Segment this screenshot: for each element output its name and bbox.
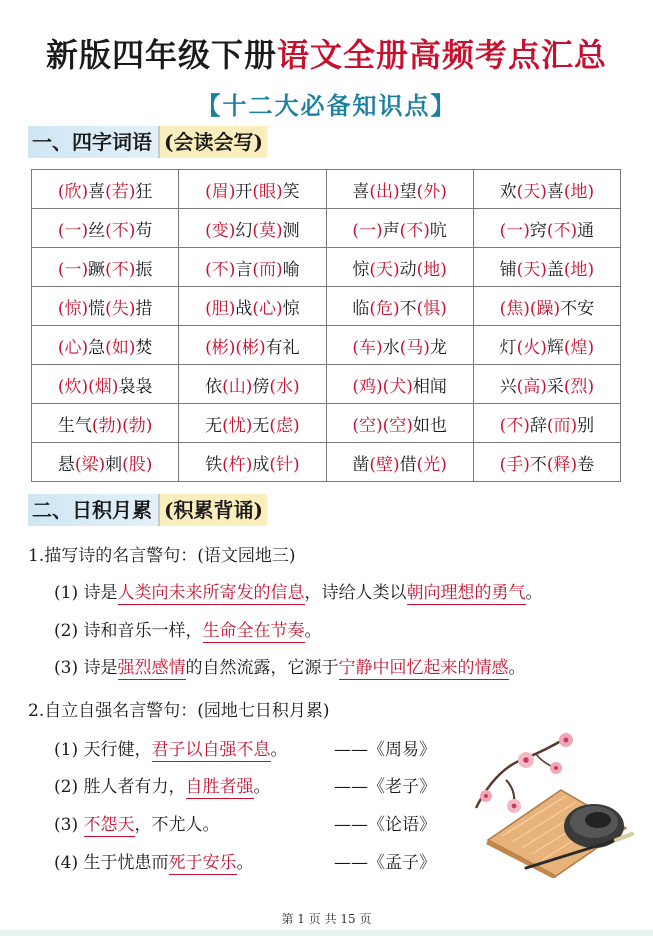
idiom-char: 焚 [135,337,153,358]
section-1-tag: (会读会写) [158,126,267,158]
blank-answer: (一) [57,259,89,280]
blank-answer: (梁) [74,454,106,475]
blank-answer: (烈) [563,376,595,397]
idiom-cell [326,365,473,404]
page-title [0,30,653,76]
idiom-char: 有礼 [265,337,300,358]
underlined-phrase: 朝向理想的勇气 [406,583,526,603]
idiom-char: 铺 [499,259,517,280]
idiom-char: 不 [399,298,417,319]
blank-answer: (不) [546,220,578,241]
idiom-row [32,326,621,365]
section-1-title: 一、四字词语 [28,126,158,158]
line-text: 。 [304,621,322,641]
idiom-char: 依 [205,376,223,397]
idiom-char: 望 [399,181,417,202]
blank-answer: (忧) [222,415,253,436]
idiom-char: 言 [235,259,253,280]
idiom-cell [473,365,620,404]
line-number: (3) [54,658,79,678]
line-text: 。 [508,658,526,678]
blank-answer: (不) [399,220,430,241]
line-number: (4) [54,853,79,873]
blank-answer: (空) [352,415,383,436]
blank-answer: (彬) [235,337,266,358]
idiom-cell [179,209,326,248]
blank-answer: (烟) [88,376,119,397]
underlined-phrase: 强烈感情 [117,658,186,678]
poetry-line-2 [54,616,322,641]
blank-answer: (惧) [416,298,447,319]
idiom-char: 卷 [577,454,595,475]
page-subtitle: 【十二大必备知识点】 [196,91,457,120]
idiom-cell [326,287,473,326]
idiom-cell [326,170,473,209]
blank-answer: (彬) [205,337,236,358]
line-text: 的自然流露，它源于 [185,658,339,678]
footer-band [0,930,653,936]
idiom-char: 无 [252,415,270,436]
idiom-cell [179,170,326,209]
blank-answer: (一) [352,220,383,241]
idiom-cell [32,209,179,248]
idiom-cell [326,326,473,365]
idiom-char: 成 [252,454,270,475]
blank-answer: (手) [499,454,530,475]
blank-answer: (心) [252,298,283,319]
line-number: (2) [54,777,79,797]
blank-answer: (不) [105,259,136,280]
section-1-heading [28,126,267,158]
blank-answer: (天) [516,181,547,202]
blank-answer: (欣) [57,181,89,202]
blank-answer: (车) [352,337,383,358]
page-footer [0,910,653,927]
blank-answer: (杵) [222,454,253,475]
line-text: 生于忧患而 [83,853,169,873]
idiom-cell [473,248,620,287]
section-2-title: 二、日积月累 [28,494,158,526]
blank-answer: (焦) [499,298,530,319]
idiom-char: 别 [577,415,595,436]
illustration [466,728,638,878]
idiom-char: 采 [546,376,564,397]
self-strength-line-1 [54,735,288,760]
line-text: 。 [253,777,271,797]
blank-answer: (胆) [205,298,236,319]
underlined-phrase: 不怨天 [83,815,135,835]
idiom-char: 通 [577,220,595,241]
idiom-char: 狂 [135,181,153,202]
idiom-char: 借 [399,454,417,475]
idiom-char: 措 [135,298,153,319]
self-strength-line-4 [54,848,254,873]
idiom-char: 测 [282,220,300,241]
line-text: 诗和音乐一样， [83,621,203,641]
blank-answer: (壁) [369,454,400,475]
line-number: (1) [54,740,79,760]
title-black: 新版四年级下册 [45,36,277,74]
idiom-char: 开 [235,181,253,202]
idiom-cell [32,443,179,482]
idiom-cell [473,170,620,209]
line-text: ，不尤人。 [134,815,220,835]
poetry-line-3 [54,653,526,678]
idiom-row [32,443,621,482]
idiom-cell [326,443,473,482]
blank-answer: (马) [399,337,430,358]
blank-answer: (虑) [269,415,300,436]
blank-answer: (勃) [122,415,153,436]
footer-text: 页 [359,912,372,926]
idiom-char: 辉 [546,337,564,358]
blank-answer: (而) [546,415,578,436]
idiom-cell [32,287,179,326]
idiom-char: 窍 [529,220,547,241]
blank-answer: (释) [546,454,578,475]
idiom-cell [179,248,326,287]
idiom-cell [179,404,326,443]
blank-answer: (而) [252,259,283,280]
blank-answer: (地) [416,259,447,280]
idiom-row [32,248,621,287]
line-text: 。 [525,583,543,603]
idiom-cell [326,248,473,287]
blank-answer: (莫) [252,220,283,241]
source-mengzi: ——《孟子》 [334,853,436,873]
poetry-line-1 [54,578,543,603]
idiom-char: 喻 [282,259,300,280]
idiom-char: 振 [135,259,153,280]
idiom-char: 苟 [135,220,153,241]
blank-answer: (出) [369,181,400,202]
source-zhouyi: ——《周易》 [334,740,436,760]
underlined-phrase: 自胜者强 [185,777,254,797]
line-text: 。 [270,740,288,760]
line-number: (2) [54,621,79,641]
idiom-char: 喜 [546,181,564,202]
self-strength-heading: 2.自立自强名言警句：(园地七日积月累) [28,701,330,721]
idiom-char: 喜 [352,181,370,202]
idiom-row [32,209,621,248]
idiom-cell [32,404,179,443]
blank-answer: (煌) [563,337,595,358]
section-2-tag: (积累背诵) [158,494,267,526]
idiom-cell [179,443,326,482]
blank-answer: (地) [563,181,595,202]
idiom-cell [179,326,326,365]
footer-text: 页 共 [308,912,337,926]
blank-answer: (勃) [91,415,123,436]
idiom-char: 幻 [235,220,253,241]
line-text: 天行健， [83,740,152,760]
idiom-row [32,404,621,443]
footer-text: 第 [281,912,294,926]
line-text: 诗是 [83,583,118,603]
blank-answer: (光) [416,454,447,475]
idiom-char: 丝 [88,220,106,241]
idiom-char: 不安 [560,298,595,319]
idiom-cell [473,443,620,482]
idiom-char: 急 [88,337,106,358]
idiom-char: 慌 [88,298,106,319]
blank-answer: (一) [57,220,89,241]
underlined-phrase: 君子以自强不息 [151,740,271,760]
line-text: 诗是 [83,658,118,678]
idiom-char: 如也 [412,415,447,436]
idiom-char: 铁 [205,454,223,475]
blank-answer: (天) [516,259,547,280]
idiom-char: 傍 [252,376,270,397]
self-strength-line-3 [54,810,220,835]
blank-answer: (针) [269,454,300,475]
idiom-cell [32,170,179,209]
idiom-char: 辞 [529,415,547,436]
blank-answer: (变) [205,220,236,241]
blank-answer: (眉) [205,181,236,202]
idiom-cell [179,365,326,404]
idiom-cell [32,248,179,287]
idiom-char: 水 [382,337,400,358]
underlined-phrase: 人类向未来所寄发的信息 [117,583,305,603]
section-2-heading [28,494,267,526]
source-lunyu: ——《论语》 [334,815,436,835]
idiom-char: 笑 [282,181,300,202]
blank-answer: (不) [205,259,236,280]
idiom-cell [473,404,620,443]
total-pages: 15 [340,912,356,926]
idiom-char: 惊 [352,259,370,280]
idiom-char: 喜 [88,181,106,202]
idiom-cell [473,287,620,326]
idiom-cell [326,404,473,443]
idiom-cell [179,287,326,326]
blank-answer: (一) [499,220,530,241]
blank-answer: (不) [499,415,530,436]
idiom-row [32,170,621,209]
blank-answer: (天) [369,259,400,280]
blank-answer: (失) [105,298,136,319]
blank-answer: (如) [105,337,136,358]
line-text: 胜人者有力， [83,777,186,797]
blank-answer: (鸡) [352,376,383,397]
idiom-char: 生气 [57,415,92,436]
idiom-char: 吭 [429,220,447,241]
idiom-cell [32,326,179,365]
idiom-char: 盖 [546,259,564,280]
blank-answer: (若) [105,181,136,202]
blank-answer: (地) [563,259,595,280]
blank-answer: (危) [369,298,400,319]
blank-answer: (眼) [252,181,283,202]
idiom-char: 不 [529,454,547,475]
line-text: ，诗给人类以 [304,583,407,603]
line-number: (1) [54,583,79,603]
line-number: (3) [54,815,79,835]
idiom-cell [473,209,620,248]
idiom-char: 蹶 [88,259,106,280]
idiom-cell [473,326,620,365]
line-text: 。 [236,853,254,873]
blank-answer: (犬) [382,376,413,397]
blank-answer: (躁) [529,298,561,319]
idiom-char: 惊 [282,298,300,319]
idiom-char: 灯 [499,337,517,358]
blank-answer: (火) [516,337,547,358]
idiom-char: 临 [352,298,370,319]
blank-answer: (不) [105,220,136,241]
poetry-heading: 1.描写诗的名言警句：(语文园地三) [28,546,296,566]
underlined-phrase: 宁静中回忆起来的情感 [338,658,509,678]
title-red: 语文全册高频考点汇总 [277,36,608,74]
idiom-cell [326,209,473,248]
source-laozi: ——《老子》 [334,777,436,797]
blank-answer: (外) [416,181,447,202]
idiom-char: 悬 [57,454,75,475]
idiom-char: 战 [235,298,253,319]
idiom-table [31,169,621,482]
blank-answer: (炊) [57,376,89,397]
idiom-row [32,365,621,404]
blank-answer: (股) [122,454,153,475]
current-page-number: 1 [297,912,305,926]
blank-answer: (高) [516,376,547,397]
idiom-row [32,287,621,326]
idiom-char: 欢 [499,181,517,202]
idiom-char: 兴 [499,376,517,397]
blank-answer: (水) [269,376,300,397]
underlined-phrase: 死于安乐 [168,853,237,873]
idiom-char: 相闻 [412,376,447,397]
blank-answer: (惊) [57,298,89,319]
idiom-char: 声 [382,220,400,241]
idiom-char: 动 [399,259,417,280]
blank-answer: (山) [222,376,253,397]
idiom-char: 袅袅 [118,376,153,397]
blank-answer: (心) [57,337,89,358]
blank-answer: (空) [382,415,413,436]
idiom-char: 无 [205,415,223,436]
idiom-cell [32,365,179,404]
idiom-char: 龙 [429,337,447,358]
idiom-char: 刺 [105,454,123,475]
self-strength-line-2 [54,772,271,797]
underlined-phrase: 生命全在节奏 [202,621,305,641]
idiom-char: 凿 [352,454,370,475]
